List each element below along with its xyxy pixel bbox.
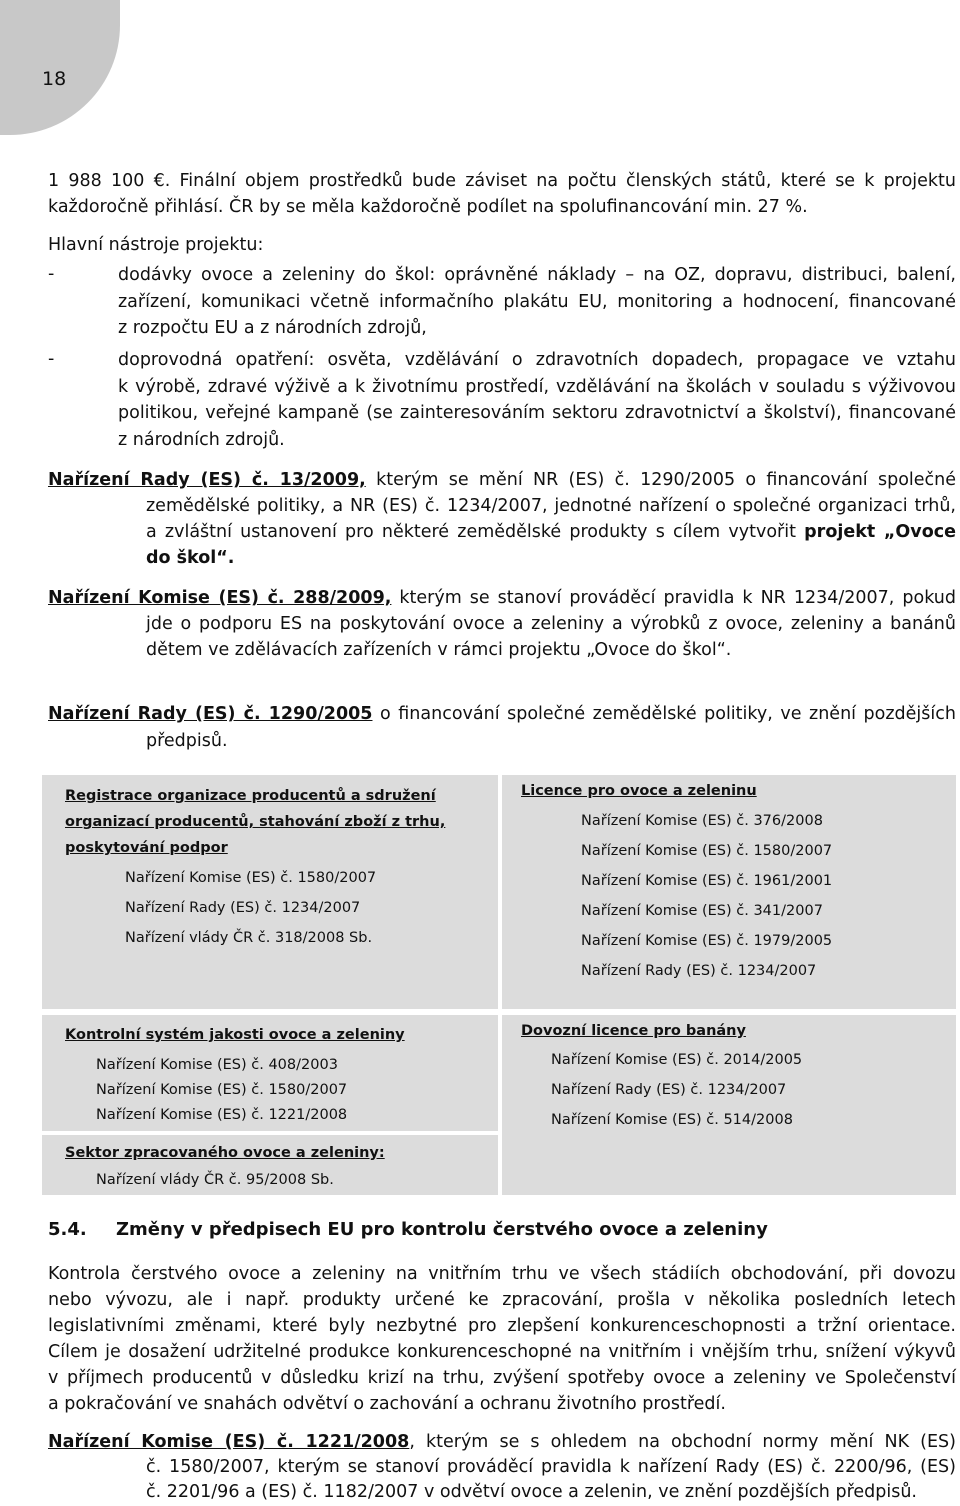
regulation-item: Nařízení Komise (ES) č. 1580/2007 [125, 870, 377, 886]
paragraph-line: Cílem je dosažení udržitelné produkce konkurenceschopné na vnitřním i vnějším trhu, snížení výkyvů [48, 1342, 956, 1362]
project-name: projekt „Ovoce [804, 522, 956, 542]
paragraph-line: a pokračování ve snahách odvětví o zachování a ochranu životního prostředí. [48, 1394, 726, 1414]
regulation-entry [48, 1429, 956, 1455]
box-title-line: Registrace organizace producentů a sdružení [65, 788, 436, 804]
regulation-item: Nařízení Rady (ES) č. 1234/2007 [581, 963, 817, 979]
regulation-item: Nařízení Komise (ES) č. 2014/2005 [551, 1052, 803, 1068]
bullet-line: z národních zdrojů. [118, 429, 285, 450]
regulation-line: č. 2201/96 a (ES) č. 1182/2007 v odvětví ovoce a zelenin, ve znění pozdějších předpisů. [146, 1482, 917, 1502]
bullet-line: z rozpočtu EU a z národních zdrojů, [118, 318, 427, 338]
paragraph-line: legislativními změnami, které byly nezbytné pro zlepšení konkurenceschopnosti a tržní orientace. [48, 1316, 956, 1336]
paragraph-line: nebo vývozu, ale i např. produkty určené ke zpracování, prošla v několika posledních letech [48, 1290, 956, 1310]
regulation-line: dětem ve zdělávacích zařízeních v rámci projektu „Ovoce do škol“. [146, 640, 732, 660]
regulation-item: Nařízení Komise (ES) č. 1961/2001 [581, 873, 833, 889]
bullet-dash: - [48, 264, 55, 284]
regulation-item: Nařízení Komise (ES) č. 408/2003 [96, 1057, 338, 1073]
regulation-continuation [146, 728, 956, 754]
regulation-line: předpisů. [146, 731, 228, 751]
regulation-continuation [146, 611, 956, 663]
regulation-reference: Nařízení Komise (ES) č. 1221/2008 [48, 1432, 410, 1452]
regulation-line [146, 545, 956, 571]
regulation-item: Nařízení Komise (ES) č. 514/2008 [551, 1112, 793, 1128]
section-heading [48, 1219, 768, 1240]
regulation-first-line [48, 701, 956, 727]
regulation-line-text: a zvláštní ustanovení pro některé zemědělské produkty s cílem vytvořit [146, 522, 796, 542]
box-title-line: organizací producentů, stahování zboží z trhu, [65, 814, 446, 830]
regulation-line: zemědělské politiky, a NR (ES) č. 1234/2007, jednotné nařízení o společné organizaci trhů, [146, 496, 956, 516]
regulation-text: o financování společné zemědělské politiky, ve znění pozdějších [372, 704, 956, 724]
regulation-item: Nařízení vlády ČR č. 95/2008 Sb. [96, 1172, 334, 1188]
section-number: 5.4. [48, 1219, 87, 1240]
regulation-text: kterým se mění NR (ES) č. 1290/2005 o financování společné [365, 470, 957, 490]
bullet-item [118, 347, 956, 453]
regulation-item: Nařízení Komise (ES) č. 376/2008 [581, 813, 823, 829]
regulation-line: jde o podporu ES na poskytování ovoce a zeleniny a výrobků z ovoce, zeleniny a banánů [146, 614, 956, 634]
regulation-item: Nařízení vlády ČR č. 318/2008 Sb. [125, 930, 373, 946]
bullet-line: politikou, veřejné kampaně (se zainteresováním sektoru zdravotnictví a školství), financované [118, 403, 956, 423]
regulation-text: , kterým se s ohledem na obchodní normy mění NK (ES) [409, 1432, 956, 1452]
regulation-line: č. 1580/2007, kterým se stanoví prováděcí pravidla k nařízení Rady (ES) č. 2200/96, (ES) [146, 1457, 956, 1477]
tools-label: Hlavní nástroje projektu: [48, 235, 264, 255]
regulation-item: Nařízení Komise (ES) č. 1221/2008 [96, 1107, 348, 1123]
regulation-entry [48, 585, 956, 611]
regulation-item: Nařízení Komise (ES) č. 1580/2007 [96, 1082, 348, 1098]
section-paragraph [48, 1261, 956, 1417]
regulation-reference: Nařízení Komise (ES) č. 288/2009, [48, 588, 392, 608]
regulation-reference: Nařízení Rady (ES) č. 13/2009, [48, 470, 366, 490]
box-title-line: poskytování podpor [65, 840, 228, 856]
dovozni-title: Dovozní licence pro banány [521, 1023, 746, 1039]
regulation-first-line [48, 585, 956, 611]
sektor-title: Sektor zpracovaného ovoce a zeleniny: [65, 1145, 385, 1161]
intro-paragraph [48, 168, 956, 220]
regulation-item: Nařízení Komise (ES) č. 341/2007 [581, 903, 823, 919]
regulation-continuation [146, 493, 956, 571]
regulation-item: Nařízení Komise (ES) č. 1979/2005 [581, 933, 833, 949]
bullet-item [118, 262, 956, 342]
regulation-line [146, 519, 956, 545]
regulation-first-line [48, 467, 956, 493]
paragraph-line: v příjmech producentů v důsledku krizí na trhu, zvýšení spotřeby ovoce a zeleniny ve Společenství [48, 1368, 956, 1388]
regulation-entry [48, 467, 956, 493]
registrace-title [65, 783, 445, 861]
regulation-continuation [146, 1455, 956, 1505]
regulation-item: Nařízení Komise (ES) č. 1580/2007 [581, 843, 833, 859]
bullet-line: k výrobě, zdravé výživě a k životnímu prostředí, vzdělávání na školách v souladu s výživovou [118, 376, 956, 397]
project-name: do škol“. [146, 548, 235, 568]
bullet-line: dodávky ovoce a zeleniny do škol: oprávněné náklady – na OZ, dopravu, distribuci, balení, [118, 265, 956, 285]
intro-line: každoročně přihlásí. ČR by se měla každoročně podílet na spolufinancování min. 27 %. [48, 197, 808, 217]
regulation-reference: Nařízení Rady (ES) č. 1290/2005 [48, 704, 373, 724]
bullet-line: doprovodná opatření: osvěta, vzdělávání o zdravotních dopadech, propagace ve vztahu [118, 350, 956, 370]
section-title: Změny v předpisech EU pro kontrolu čerstvého ovoce a zeleniny [116, 1219, 768, 1240]
regulation-item: Nařízení Rady (ES) č. 1234/2007 [125, 900, 361, 916]
bullet-line: zařízení, komunikaci včetně informačního plakátu EU, monitoring a hodnocení, financované [118, 291, 956, 312]
regulation-text: kterým se stanoví prováděcí pravidla k NR 1234/2007, pokud [391, 588, 956, 608]
regulation-item: Nařízení Rady (ES) č. 1234/2007 [551, 1082, 787, 1098]
regulation-first-line [48, 1429, 956, 1455]
page-number: 18 [42, 68, 67, 90]
bullet-dash: - [48, 349, 55, 369]
kontrolni-title: Kontrolní systém jakosti ovoce a zeleniny [65, 1027, 405, 1043]
intro-line: 1 988 100 €. Finální objem prostředků bude záviset na počtu členských států, které se k projektu [48, 171, 956, 191]
licence-title: Licence pro ovoce a zeleninu [521, 783, 757, 799]
paragraph-line: Kontrola čerstvého ovoce a zeleniny na vnitřním trhu ve všech stádiích obchodování, při dovozu [48, 1264, 956, 1284]
regulation-entry [48, 701, 956, 727]
